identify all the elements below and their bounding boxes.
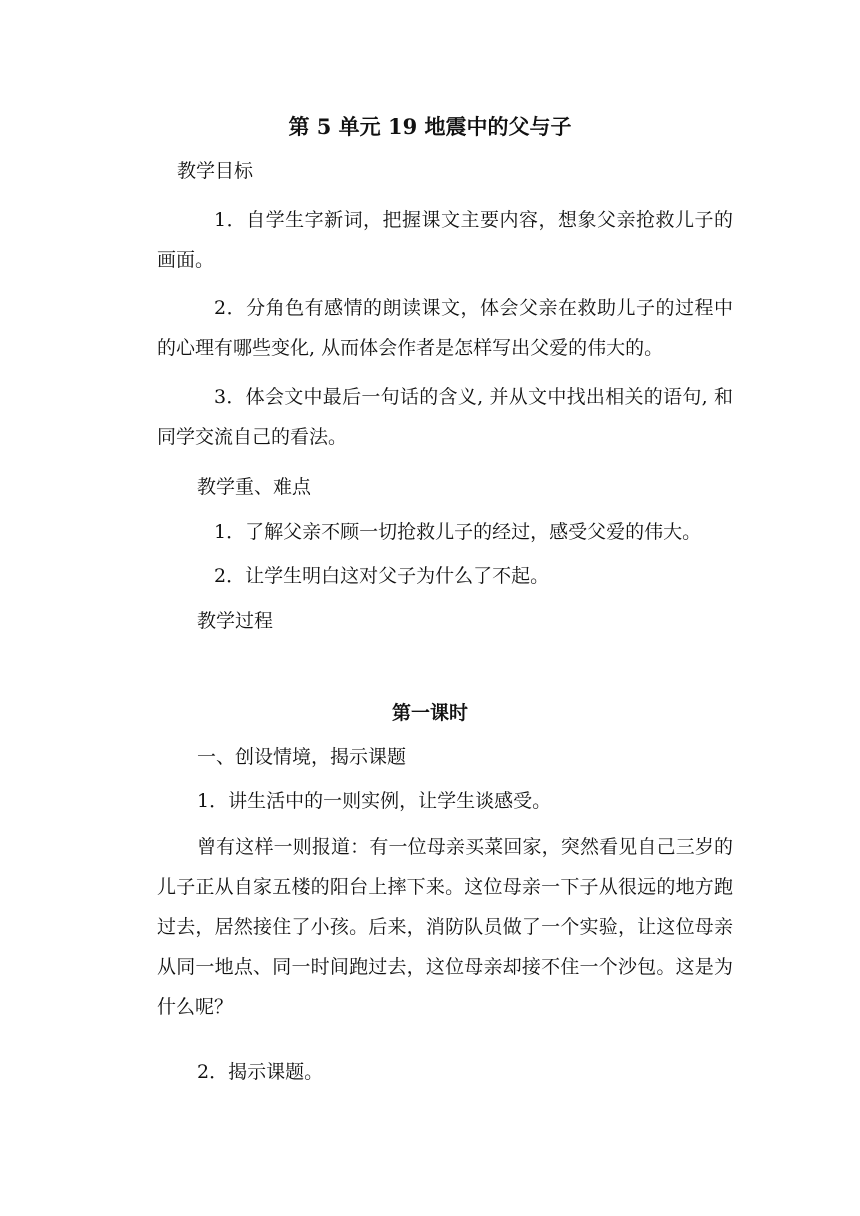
key-point-item-2: 2．让学生明白这对父子为什么了不起。 [214,565,550,587]
objective-item-3: 3．体会文中最后一句话的含义, 并从文中找出相关的语句, 和同学交流自己的看法。 [157,386,733,448]
lesson-story-paragraph: 曾有这样一则报道：有一位母亲买菜回家，突然看见自己三岁的儿子正从自家五楼的阳台上摔下来。这位母亲一下子从很远的地方跑过去，居然接住了小孩。后来，消防队员做了一个实验，让这位母亲从同一地点、同一时间跑过去，这位母亲却接不住一个沙包。这是为什么呢？ [157,836,733,1018]
key-point-item-1: 1．了解父亲不顾一切抢救儿子的经过，感受父爱的伟大。 [214,521,702,543]
step-heading: 一、创设情境，揭示课题 [197,746,407,768]
objective-item-2: 2．分角色有感情的朗读课文，体会父亲在救助儿子的过程中的心理有哪些变化, 从而体会作者是怎样写出父爱的伟大的。 [157,297,733,359]
objectives-heading: 教学目标 [177,160,254,182]
process-heading: 教学过程 [197,610,274,632]
objective-item-1: 1．自学生字新词，把握课文主要内容，想象父亲抢救儿子的画面。 [157,209,733,271]
lesson-title: 第一课时 [391,702,468,724]
lesson-item-1: 1．讲生活中的一则实例，让学生谈感受。 [197,790,552,812]
document-title: 第 5 单元 19 地震中的父与子 [288,114,572,139]
lesson-item-2: 2．揭示课题。 [197,1061,324,1083]
key-points-heading: 教学重、难点 [197,476,312,498]
